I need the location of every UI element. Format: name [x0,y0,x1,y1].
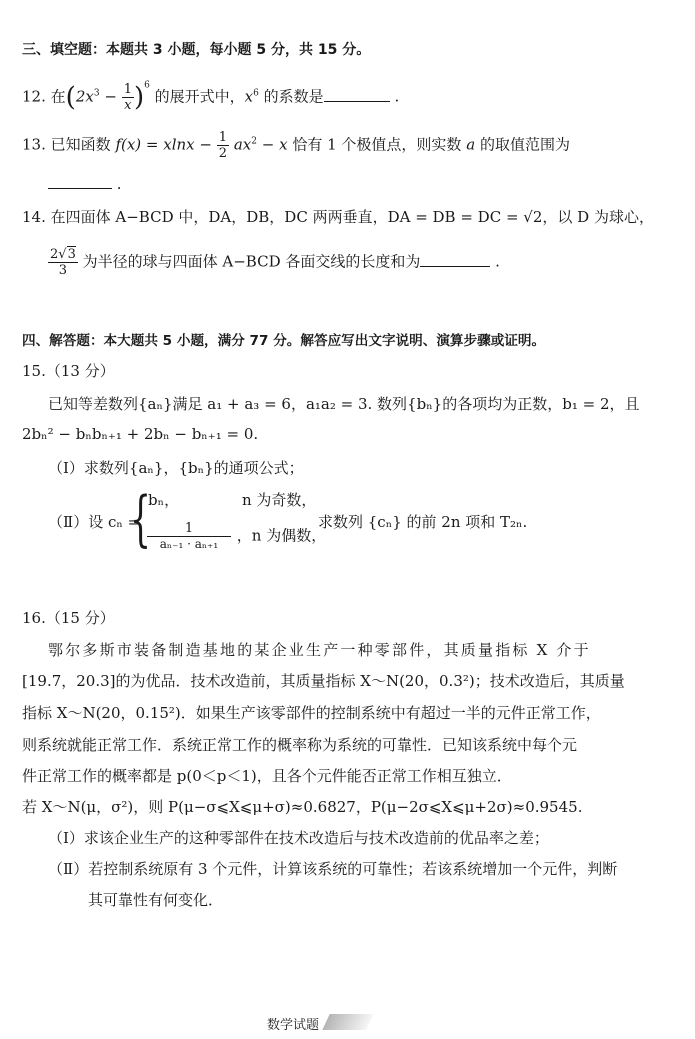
q15-case2-cond: ，n 为偶数， [236,526,327,545]
q15-part1: （Ⅰ）求数列{aₙ}，{bₙ}的通项公式； [48,459,304,477]
q14-frac-radicand: 3 [67,247,76,262]
q15-head: 15.（13 分） [22,362,115,380]
q15-line1: 已知等差数列{aₙ}满足 a₁ + a₃ = 6，a₁a₂ = 3. 数列{bₙ}的各项均为正数，b₁ = 2，且 [48,395,640,413]
q15-case2-fraction [146,521,232,552]
q16-line: 鄂尔多斯市装备制造基地的某企业生产一种零部件，其质量指标 X 介于 [48,641,591,659]
q13-post2: 的取值范围为 [479,135,570,154]
q15-part2-post: 求数列 {cₙ} 的前 2n 项和 T₂ₙ. [318,513,528,531]
q12-outer-exp: 6 [144,80,150,91]
footer-smudge [322,1014,373,1030]
q16-part1: （Ⅰ）求该企业生产的这种零部件在技术改造后与技术改造前的优品率之差； [48,829,549,847]
q14-line1: 在四面体 A−BCD 中，DA，DB，DC 两两垂直，DA = DB = DC = √2，以 D 为球心， [50,208,654,226]
q13-function-exp: 2 [251,136,257,147]
q13-pre: 已知函数 [50,135,111,154]
q14-number: 14. [22,208,46,226]
q13-answer-line [48,174,122,194]
q12-post: 的系数是 [263,87,324,106]
q13-function-b: − x [261,135,288,154]
q12-term-a: 2x [75,87,94,106]
q16-head: 16.（15 分） [22,609,115,627]
section-4-title: 四、解答题：本大题共 5 小题，满分 77 分。解答应写出文字说明、演算步骤或证明。 [22,333,546,349]
q14-fraction: $\frac{2√3}{3}$ [50,247,76,278]
q12-answer-blank[interactable] [324,87,390,102]
question-12: 12. 在($2x^3$ − $\frac{1}{x}$ )$^6$ 的展开式中，$x^6$ 的系数是 . [22,80,400,113]
q13-var: a [466,135,476,154]
q15-line2: 2bₙ² − bₙbₙ₊₁ + 2bₙ − bₙ₊₁ = 0. [22,425,259,443]
section-3-title: 三、填空题：本题共 3 小题，每小题 5 分，共 15 分。 [22,42,371,58]
q14-answer-blank[interactable] [420,252,490,267]
q15-part2-pre: （Ⅱ）设 cₙ = [48,513,141,531]
q12-frac-den: x [124,98,132,113]
q16-line: 件正常工作的概率都是 p(0＜p＜1)，且各个元件能否正常工作相互独立． [22,767,512,785]
q16-part2-b: 其可靠性有何变化． [88,891,224,909]
q12-term-exp: 6 [253,88,259,99]
q16-line: 指标 X～N(20，0.15²)．如果生产该零部件的控制系统中有超过一半的元件正常工作， [22,704,601,722]
q13-post: 恰有 1 个极值点，则实数 [292,135,462,154]
q14-frac-den: 3 [58,263,68,278]
q15-case2-den: aₙ₋₁ · aₙ₊₁ [159,537,219,551]
page-footer: 数学试题 [267,1018,320,1033]
q13-function-lhs: f(x) = xlnx − [115,135,212,154]
q12-mid: 的展开式中， [154,87,245,106]
q15-case1-expr: bₙ， [148,491,180,509]
q14-line2: 为半径的球与四面体 A−BCD 各面交线的长度和为 [82,252,421,271]
q12-term: x [244,87,254,106]
q13-fraction [217,130,229,161]
q12-minus: − [104,87,117,106]
q15-piecewise-brace: { [130,484,152,554]
q13-answer-blank[interactable] [48,174,112,189]
question-13 [22,130,570,161]
q12-end: . [394,87,400,106]
q14-frac-coef: 2 [50,247,59,262]
q14-line2-row [48,247,500,278]
q16-line: [19.7，20.3]的为优品．技术改造前，其质量指标 X～N(20，0.3²)；技术改造后，其质量 [22,672,625,690]
q12-pre: 在 [50,87,66,106]
question-14 [22,207,654,227]
q12-frac-num: 1 [123,82,132,97]
q13-function-a: ax [233,135,252,154]
q16-part2-a: （Ⅱ）若控制系统原有 3 个元件，计算该系统的可靠性；若该系统增加一个元件，判断 [48,860,618,878]
q14-end: . [495,252,500,271]
q15-case1-cond: n 为奇数， [242,491,317,509]
q13-number: 13. [22,135,46,154]
q12-number: 12. [22,87,46,106]
q16-line: 若 X～N(μ，σ²)，则 P(μ−σ⩽X⩽μ+σ)≈0.6827，P(μ−2σ⩽X⩽μ+2σ)≈0.9545. [22,798,583,816]
q12-fraction [122,82,134,113]
q16-line: 则系统就能正常工作．系统正常工作的概率称为系统的可靠性．已知该系统中每个元 [22,736,578,754]
q12-term-a-exp: 3 [93,88,100,99]
q13-frac-den: 2 [218,146,228,161]
q13-end: . [116,175,122,193]
q15-case2 [146,521,326,557]
q15-case2-num: 1 [147,521,231,537]
q13-frac-num: 1 [218,130,228,145]
